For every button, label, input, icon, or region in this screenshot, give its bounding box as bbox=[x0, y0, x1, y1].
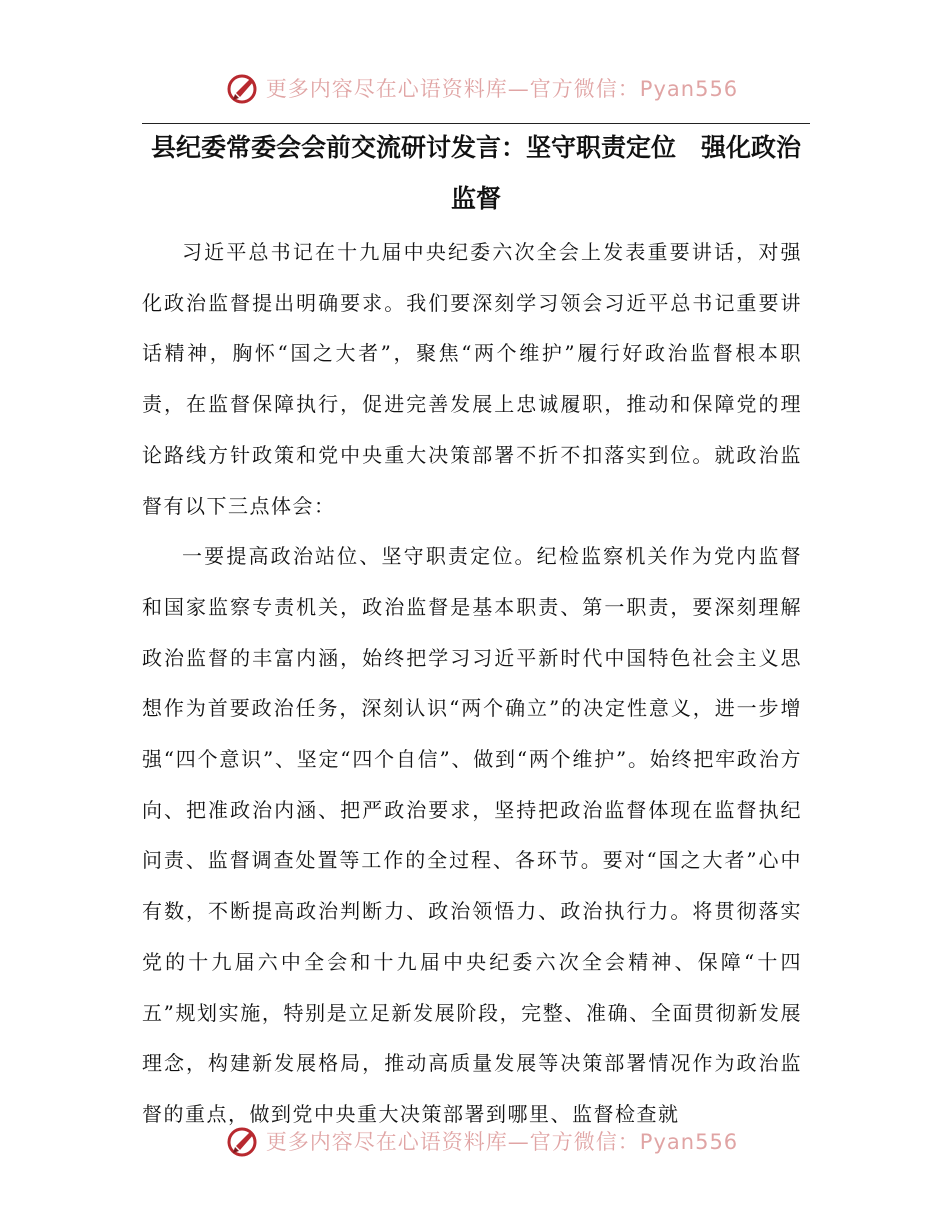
header-watermark bbox=[0, 68, 950, 108]
pen-logo-icon bbox=[226, 1124, 260, 1158]
document-title: 县纪委常委会会前交流研讨发言：坚守职责定位 强化政治监督 bbox=[150, 133, 801, 213]
document-body bbox=[142, 227, 802, 1140]
pen-logo-icon bbox=[226, 71, 260, 105]
watermark-text: 更多内容尽在心语资料库—官方微信：Pyan556 bbox=[265, 77, 739, 101]
footer-watermark bbox=[0, 1121, 950, 1161]
paragraph: 一要提高政治站位、坚守职责定位。纪检监察机关作为党内监督和国家监察专责机关，政治监督是基本职责、第一职责，要深刻理解政治监督的丰富内涵，始终把学习习近平新时代中国特色社会主义思想作为首要政治任务，深刻认识“两个确立”的决定性意义，进一步增强“四个意识”、坚定“四个自信”、做到“两个维护”。始终把牢政治方向、把准政治内涵、把严政治要求，坚持把政治监督体现在监督执纪问责、监督调查处置等工作的全过程、各环节。要对“国之大者”心中有数，不断提高政治判断力、政治领悟力、政治执行力。将贯彻落实党的十九届六中全会和十九届中央纪委六次全会精神、保障“十四五”规划实施，特别是立足新发展阶段，完整、准确、全面贯彻新发展理念，构建新发展格局，推动高质量发展等决策部署情况作为政治监督的重点，做到党中央重大决策部署到哪里、监督检查就 bbox=[142, 544, 802, 1126]
paragraph: 习近平总书记在十九届中央纪委六次全会上发表重要讲话，对强化政治监督提出明确要求。我们要深刻学习领会习近平总书记重要讲话精神，胸怀“国之大者”，聚焦“两个维护”履行好政治监督根本职责，在监督保障执行，促进完善发展上忠诚履职，推动和保障党的理论路线方针政策和党中央重大决策部署不折不扣落实到位。就政治监督有以下三点体会： bbox=[142, 240, 802, 518]
watermark-text: 更多内容尽在心语资料库—官方微信：Pyan556 bbox=[265, 1130, 739, 1154]
